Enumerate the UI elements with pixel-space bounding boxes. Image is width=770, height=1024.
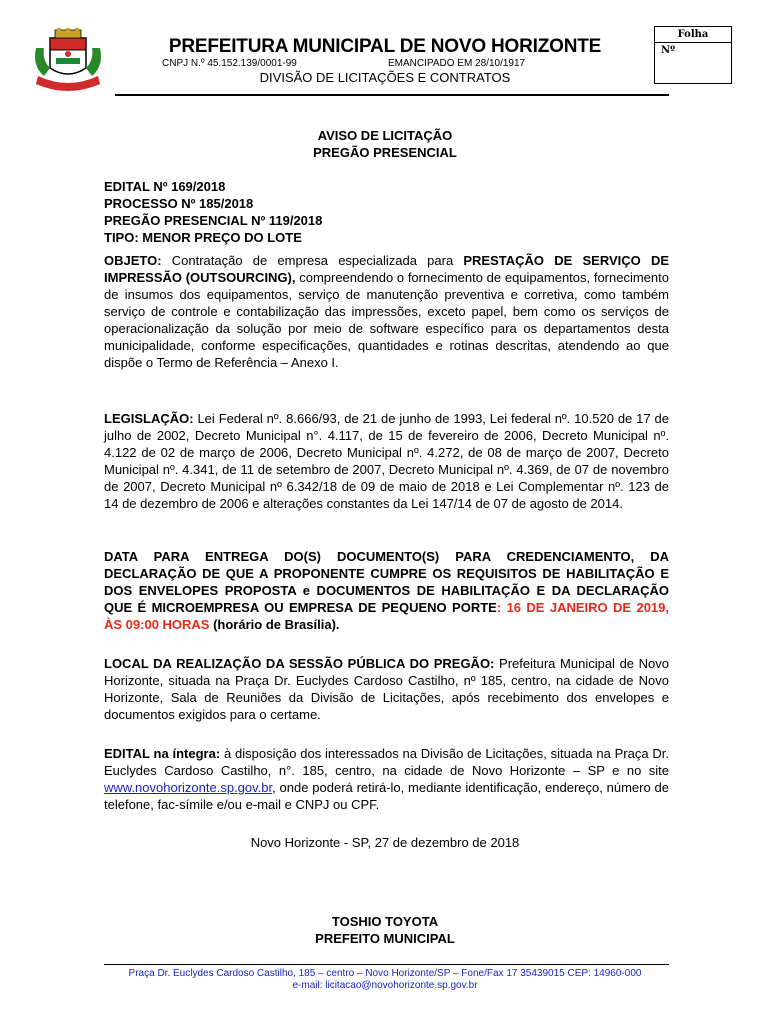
objeto-text1: Contratação de empresa especializada para <box>161 253 464 268</box>
signature-role: PREFEITO MUNICIPAL <box>315 931 455 946</box>
objeto-paragraph <box>104 252 669 371</box>
place-date: Novo Horizonte - SP, 27 de dezembro de 2018 <box>250 835 520 850</box>
edital-integra-label: EDITAL na íntegra: <box>104 746 221 761</box>
notice-ids <box>104 178 669 246</box>
edital-integra-text1: à disposição dos interessados na Divisão de Licitações, situada na Praça Dr. Euclydes Cardoso Castilho, n°. 185, centro, na cidade de Novo Horizonte – SP e no site <box>104 746 669 778</box>
edital-integra-text2: , onde poderá retirá-lo, mediante identificação, endereço, número de telefone, fac-símile e/ou e-mail e CNPJ ou CPF. <box>104 780 669 812</box>
objeto-text2: compreendendo o fornecimento de equipamentos, fornecimento de insumos dos equipamentos, serviço de manutenção preventiva e corretiva, como também serviço de controle e contabilização das impressões, exceto papel, bem como os serviços de operacionalização da solução por meio de software específico para os departamentos desta municipalidade, conforme especificações, quantidades e rotinas descritas, atendendo ao que dispõe o Termo de Referência – Anexo I. <box>104 270 669 370</box>
header-divider <box>115 94 669 96</box>
data-entrega-colon: : <box>496 600 502 615</box>
header-title: PREFEITURA MUNICIPAL DE NOVO HORIZONTE <box>168 36 602 57</box>
data-entrega-date: 16 DE JANEIRO DE 2019, ÀS 09:00 HORAS <box>104 600 669 632</box>
tipo-label: TIPO: MENOR PREÇO DO LOTE <box>104 230 302 245</box>
edital-number: EDITAL Nº 169/2018 <box>104 179 226 194</box>
stamp-folha-label: Folha <box>655 27 731 43</box>
signature-name: TOSHIO TOYOTA <box>331 914 439 929</box>
processo-number: PROCESSO Nº 185/2018 <box>104 196 254 211</box>
notice-subtitle: PREGÃO PRESENCIAL <box>313 145 457 160</box>
local-paragraph <box>104 655 669 723</box>
data-entrega-suffix: (horário de Brasília). <box>209 617 340 632</box>
header-division: DIVISÃO DE LICITAÇÕES E CONTRATOS <box>259 70 511 85</box>
edital-integra-paragraph <box>104 745 669 813</box>
objeto-label: OBJETO: <box>104 253 162 268</box>
local-text: Prefeitura Municipal de Novo Horizonte, situada na Praça Dr. Euclydes Cardoso Castilho, nº 185, centro, na cidade de Novo Horizonte, Sala de Reuniões da Divisão de Licitações, após recebimento dos envelopes e documentos exigidos para o certame. <box>104 656 670 722</box>
header-cnpj: CNPJ N.º 45.152.139/0001-99 <box>162 58 297 69</box>
data-entrega-text: DATA PARA ENTREGA DO(S) DOCUMENTO(S) PARA CREDENCIAMENTO, DA DECLARAÇÃO DE QUE A PROPONENTE CUMPRE OS REQUISITOS DE HABILITAÇÃO E DOS ENVELOPES PROPOSTA e DOCUMENTOS DE HABILITAÇÃO E DA DECLARAÇÃO QUE É MICROEMPRESA OU EMPRESA DE PEQUENO PORTE <box>104 549 669 615</box>
legislacao-label: LEGISLAÇÃO: <box>104 411 194 426</box>
stamp-number-label: Nº <box>661 45 676 56</box>
objeto-bold: PRESTAÇÃO DE SERVIÇO DE IMPRESSÃO (OUTSOURCING), <box>104 253 669 285</box>
pregao-number: PREGÃO PRESENCIAL Nº 119/2018 <box>104 213 323 228</box>
notice-title: AVISO DE LICITAÇÃO <box>317 128 453 143</box>
legislacao-text: Lei Federal nº. 8.666/93, de 21 de junho de 1993, Lei federal nº. 10.520 de 17 de julho de 2002, Decreto Municipal n°. 4.117, de 15 de fevereiro de 2006, Decreto Municipal nº. 4.122 de 02 de março de 2006, Decreto Municipal nº. 4.272, de 08 de março de 2007, Decreto Municipal nº. 4.341, de 11 de setembro de 2007, Decreto Municipal nº. 4.369, de 07 de novembro de 2007, Decreto Municipal nº 6.342/18 de 09 de maio de 2018 e Lei Complementar nº. 123 de 14 de dezembro de 2006 e alterações constantes da Lei 147/14 de 07 de agosto de 2014. <box>104 411 669 511</box>
footer-email: e-mail: licitacao@novohorizonte.sp.gov.br <box>292 980 478 991</box>
footer-divider <box>104 964 669 965</box>
folha-stamp-box <box>654 26 732 84</box>
local-label: LOCAL DA REALIZAÇÃO DA SESSÃO PÚBLICA DO PREGÃO: <box>104 656 495 671</box>
legislacao-paragraph <box>104 410 669 512</box>
header-emancipado: EMANCIPADO EM 28/10/1917 <box>388 58 526 69</box>
data-entrega-paragraph <box>104 548 669 633</box>
website-link[interactable]: www.novohorizonte.sp.gov.br <box>104 780 273 795</box>
footer-address: Praça Dr. Euclydes Cardoso Castilho, 185 – centro – Novo Horizonte/SP – Fone/Fax 17 35439015 CEP: 14960-000 <box>128 968 642 979</box>
